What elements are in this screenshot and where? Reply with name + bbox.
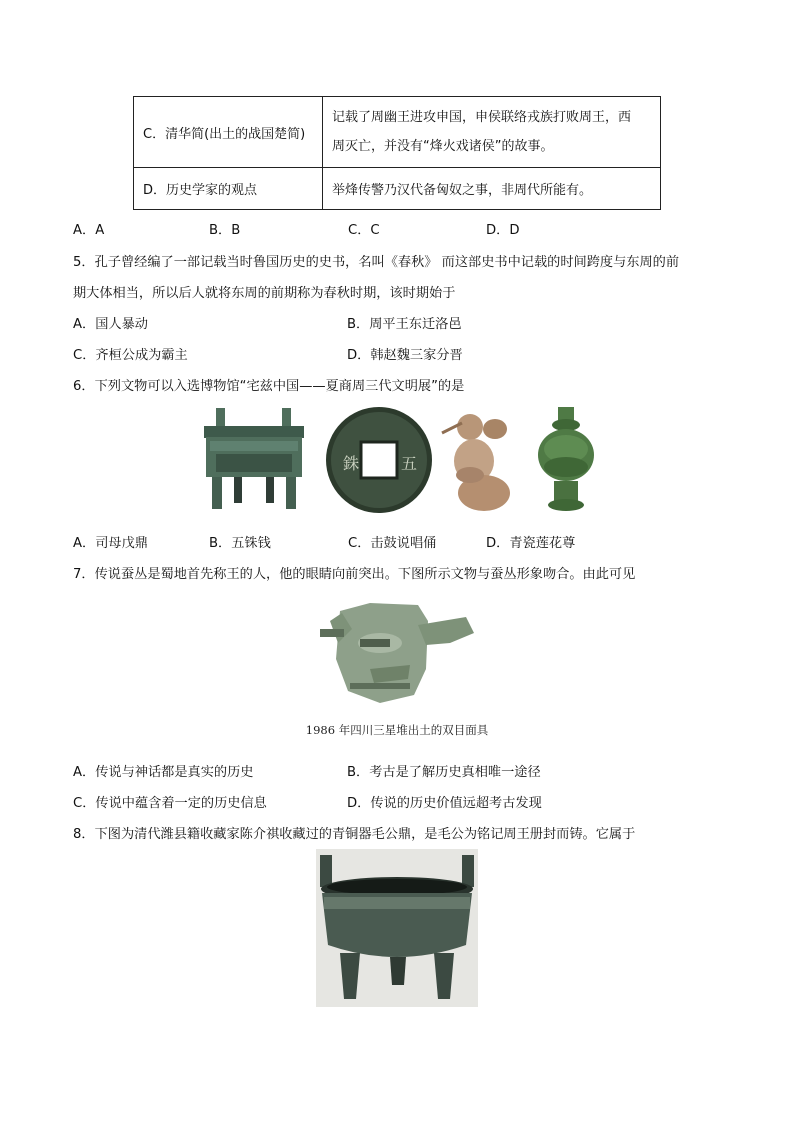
row-d-content: 举烽传警乃汉代备匈奴之事，非周代所能有。 (332, 183, 593, 198)
q5-stem-line2: 期大体相当，所以后人就将东周的前期称为春秋时期，该时期始于 (73, 286, 456, 301)
table-cell-source (134, 97, 323, 168)
table-row (134, 97, 661, 168)
q6-option-b[interactable]: B．五铢钱 (209, 536, 271, 551)
q5-option-d[interactable]: D．韩赵魏三家分晋 (347, 348, 463, 363)
q6-option-d[interactable]: D．青瓷莲花尊 (486, 536, 576, 551)
mask-caption: 1986 年四川三星堆出土的双目面具 (305, 723, 489, 737)
q6-option-c[interactable]: C．击鼓说唱俑 (348, 536, 437, 551)
q4-option-a[interactable]: A．A (73, 223, 105, 238)
coin-text-right: 五 (401, 454, 418, 473)
q6-stem: 6．下列文物可以入选博物馆“宅兹中国——夏商周三代文明展”的是 (73, 379, 465, 394)
wuzhu-coin-image (323, 405, 435, 515)
q5-option-c[interactable]: C．齐桓公成为霸主 (73, 348, 188, 363)
q7-option-b[interactable]: B．考古是了解历史真相唯一途径 (347, 765, 541, 780)
q7-option-c[interactable]: C．传说中蕴含着一定的历史信息 (73, 796, 267, 811)
coin-text-left: 銖 (343, 454, 360, 473)
q4-option-b[interactable]: B．B (209, 223, 241, 238)
table-cell-content (323, 168, 661, 210)
source-table (133, 96, 661, 210)
celadon-lotus-vessel-image (534, 405, 598, 515)
row-d-source: D．历史学家的观点 (143, 183, 258, 198)
sanxingdui-mask-image (318, 599, 476, 709)
drum-storyteller-figurine-image (440, 405, 520, 515)
q6-option-a[interactable]: A．司母戊鼎 (73, 536, 148, 551)
q5-option-a[interactable]: A．国人暴动 (73, 317, 148, 332)
q5-option-b[interactable]: B．周平王东迁洛邑 (347, 317, 462, 332)
table-row (134, 168, 661, 210)
table-cell-content (323, 97, 661, 168)
q7-stem: 7．传说蚕丛是蜀地首先称王的人，他的眼睛向前突出。下图所示文物与蚕丛形象吻合。由此可见 (73, 567, 636, 582)
row-c-source: C．清华简(出土的战国楚简) (143, 126, 306, 142)
table-cell-source (134, 168, 323, 210)
q5-stem-line1: 5．孔子曾经编了一部记载当时鲁国历史的史书，名叫《春秋》 而这部史书中记载的时间跨度与东周的前 (73, 255, 680, 270)
simuwu-ding-image (198, 404, 310, 512)
row-c-content-line2: 周灭亡，并没有“烽火戏诸侯”的故事。 (332, 139, 554, 154)
q7-option-a[interactable]: A．传说与神话都是真实的历史 (73, 765, 254, 780)
maogong-ding-image (316, 849, 478, 1007)
q4-option-d[interactable]: D．D (486, 223, 520, 238)
q7-option-d[interactable]: D．传说的历史价值远超考古发现 (347, 796, 542, 811)
row-c-content-line1: 记载了周幽王进攻申国，申侯联络戎族打败周王，西 (332, 110, 632, 125)
q4-option-c[interactable]: C．C (348, 223, 380, 238)
q8-stem: 8．下图为清代潍县籍收藏家陈介祺收藏过的青铜器毛公鼎，是毛公为铭记周王册封而铸。它属于 (73, 827, 636, 842)
